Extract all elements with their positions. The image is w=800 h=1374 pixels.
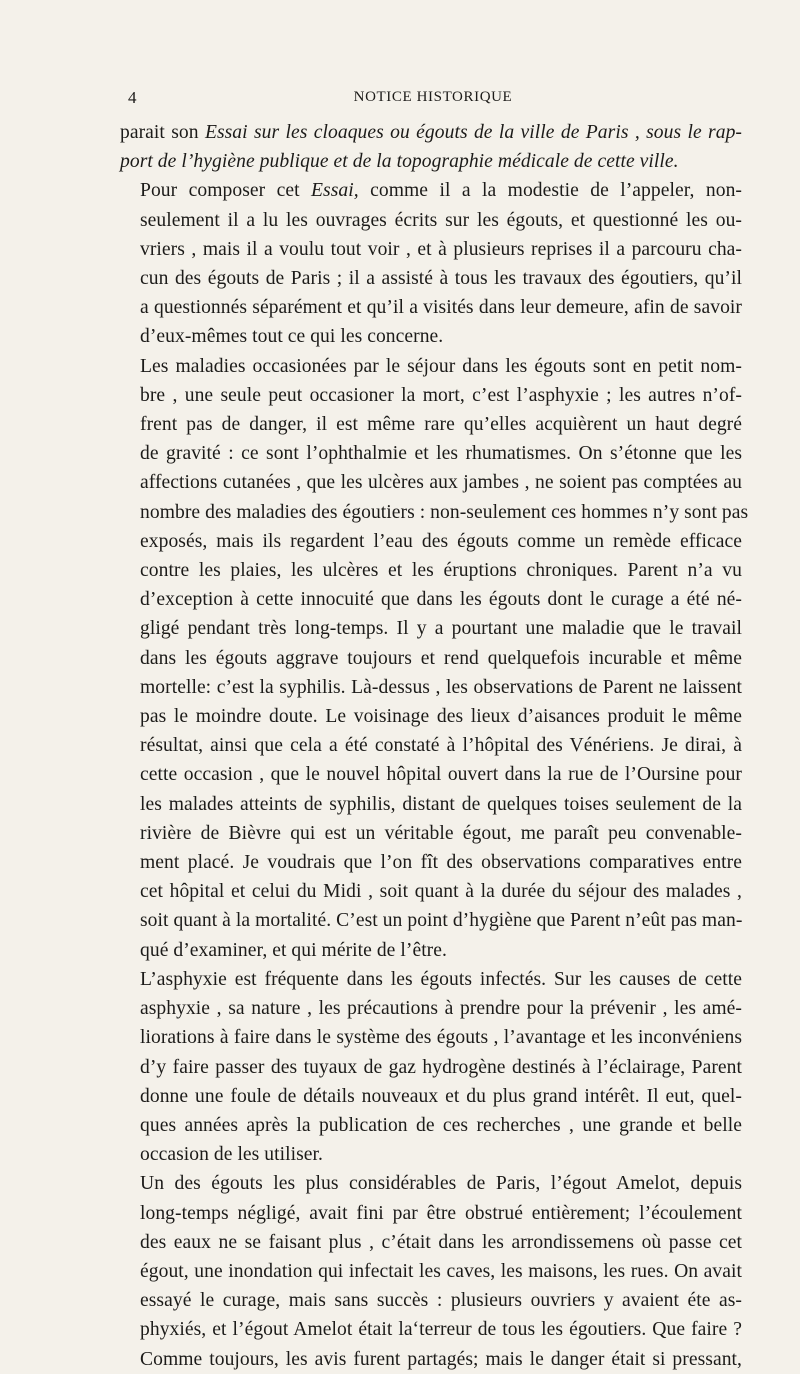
text-line: résultat, ainsi que cela a été constaté à l’hôpital des Vénériens. Je dirai, à — [140, 735, 742, 757]
text-line: d’exception à cette innocuité que dans les égouts dont le curage a été né- — [140, 589, 742, 611]
text-line: qué d’examiner, et qui mérite de l’être. — [140, 939, 447, 961]
text-line: des eaux ne se faisant plus , c’était dans les arrondissemens où passe cet — [140, 1231, 742, 1253]
text-line: cette occasion , que le nouvel hôpital ouvert dans la rue de l’Oursine pour — [140, 764, 742, 786]
text-line: Pour composer cet Essai, comme il a la modestie de l’appeler, non- — [140, 180, 742, 202]
running-head: NOTICE HISTORIQUE — [353, 89, 513, 105]
text-line: cun des égouts de Paris ; il a assisté à tous les travaux des égoutiers, qu’il — [140, 268, 742, 290]
paragraph-5 — [120, 1169, 742, 1373]
text-line: les malades atteints de syphilis, distant de quelques toises seulement de la — [140, 793, 742, 815]
text-line: Comme toujours, les avis furent partagés; mais le danger était si pressant, — [140, 1348, 742, 1370]
text-line: nombre des maladies des égoutiers : non-seulement ces hommes n’y sont pas — [140, 501, 749, 523]
text-line: dans les égouts aggrave toujours et rend quelquefois incurable et même — [140, 647, 742, 669]
text-line: port de l’hygiène publique et de la topographie médicale de cette ville. — [120, 151, 679, 173]
text-line: rivière de Bièvre qui est un véritable égout, me paraît peu convenable- — [140, 822, 742, 844]
text-line: mortelle: c’est la syphilis. Là-dessus , les observations de Parent ne laissent — [140, 676, 742, 698]
text-line: liorations à faire dans le système des égouts , l’avantage et les inconvéniens — [140, 1027, 742, 1049]
text-line: frent pas de danger, il est même rare qu’elles acquièrent un haut degré — [140, 414, 742, 436]
paragraph-3 — [120, 352, 749, 965]
text-line: affections cutanées , que les ulcères aux jambes , ne soient pas comptées au — [140, 472, 742, 494]
text-line: pas le moindre doute. Le voisinage des lieux d’aisances produit le même — [140, 706, 742, 728]
text-line: bre , une seule peut occasioner la mort, c’est l’asphyxie ; les autres n’of- — [140, 384, 742, 406]
text-line: cet hôpital et celui du Midi , soit quant à la durée du séjour des malades , — [140, 881, 742, 903]
paragraph-1 — [120, 118, 742, 176]
text-line: a questionnés séparément et qu’il a visités dans leur demeure, afin de savoir — [140, 297, 742, 319]
text-line: vriers , mais il a voulu tout voir , et à plusieurs reprises il a parcouru cha- — [140, 238, 742, 260]
text-line: seulement il a lu les ouvrages écrits sur les égouts, et questionné les ou- — [140, 209, 742, 231]
text-line: L’asphyxie est fréquente dans les égouts infectés. Sur les causes de cette — [140, 968, 742, 990]
text-line: d’eux-mêmes tout ce qui les concerne. — [140, 326, 444, 348]
text-line: exposés, mais ils regardent l’eau des égouts comme un remède efficace — [140, 530, 742, 552]
text-line: essayé le curage, mais sans succès : plusieurs ouvriers y avaient éte as- — [140, 1290, 742, 1312]
text-line: asphyxie , sa nature , les précautions à prendre pour la prévenir , les amé- — [140, 998, 742, 1020]
paragraph-4 — [120, 965, 742, 1169]
text-line: Un des égouts les plus considérables de Paris, l’égout Amelot, depuis — [140, 1173, 742, 1195]
text-line: contre les plaies, les ulcères et les éruptions chroniques. Parent n’a vu — [140, 560, 742, 582]
text-line: phyxiés, et l’égout Amelot était la‘terreur de tous les égoutiers. Que faire ? — [140, 1319, 742, 1341]
text-line: égout, une inondation qui infectait les caves, les maisons, les rues. On avait — [140, 1260, 742, 1282]
text-line: de gravité : ce sont l’ophthalmie et les rhumatismes. On s’étonne que les — [140, 443, 742, 465]
page-number: 4 — [128, 88, 137, 107]
text-line: occasion de les utiliser. — [140, 1144, 323, 1166]
text-line: ment placé. Je voudrais que l’on fît des observations comparatives entre — [140, 852, 742, 874]
page-header — [128, 88, 738, 112]
paragraph-2 — [120, 176, 742, 351]
body-text — [120, 118, 749, 1374]
text-line: ques années après la publication de ces recherches , une grande et belle — [140, 1114, 742, 1136]
text-line: long-temps négligé, avait fini par être obstrué entièrement; l’écoulement — [140, 1202, 742, 1224]
text-line: d’y faire passer des tuyaux de gaz hydrogène destinés à l’éclairage, Parent — [140, 1056, 742, 1078]
text-line: gligé pendant très long-temps. Il y a pourtant une maladie que le travail — [140, 618, 742, 640]
text-line: soit quant à la mortalité. C’est un point d’hygiène que Parent n’eût pas man- — [140, 910, 743, 932]
text-line: Les maladies occasionées par le séjour dans les égouts sont en petit nom- — [140, 355, 742, 377]
text-line: donne une foule de détails nouveaux et du plus grand intérêt. Il eut, quel- — [140, 1085, 742, 1107]
text-line: parait son Essai sur les cloaques ou égouts de la ville de Paris , sous le rap- — [120, 122, 742, 143]
